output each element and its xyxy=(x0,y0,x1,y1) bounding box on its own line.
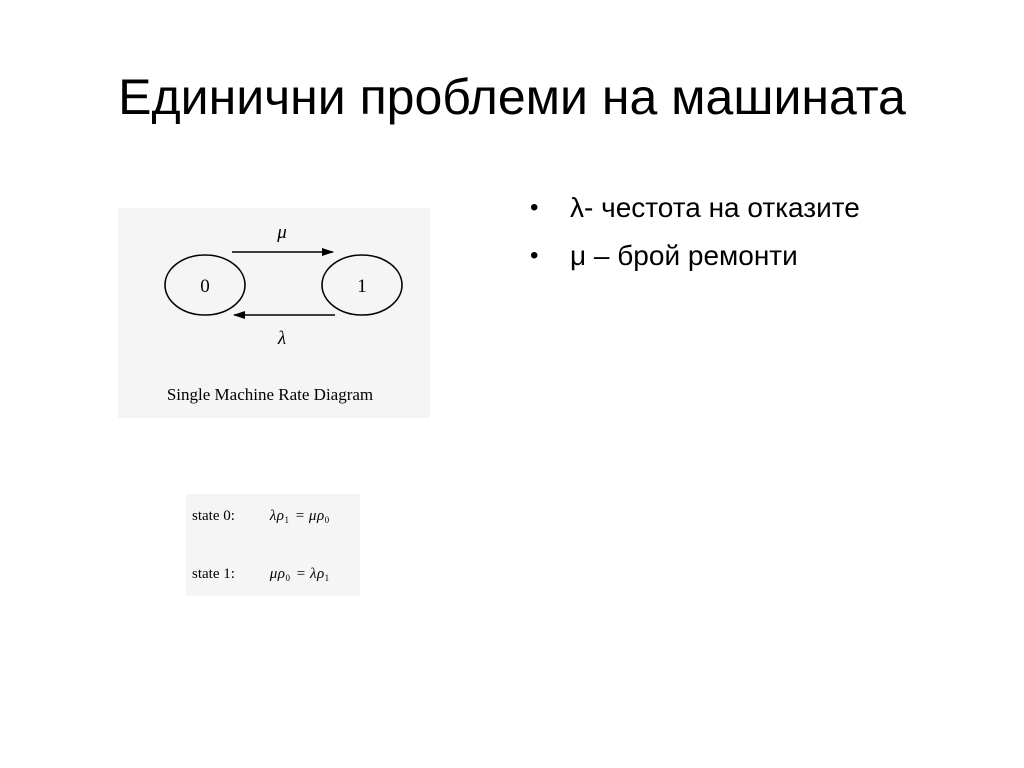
equation-operator: = xyxy=(296,566,306,582)
equation-state-1 xyxy=(192,566,332,583)
transition-arrow-1-to-0 xyxy=(234,315,335,349)
state-node-0 xyxy=(165,255,245,315)
equation-subscript: 0 xyxy=(324,515,330,525)
equation-subscript: 0 xyxy=(285,573,291,583)
bullet-text: μ – брой ремонти xyxy=(570,240,798,271)
transition-arrow-0-to-1 xyxy=(232,222,333,252)
equation-label: state 1: xyxy=(192,566,235,582)
equation-label: state 0: xyxy=(192,508,235,524)
bullet-item-mu xyxy=(530,238,860,286)
state-node-label: 0 xyxy=(200,276,210,297)
bullet-marker: • xyxy=(530,194,539,221)
state-node-1 xyxy=(322,255,402,315)
equation-term: λρ xyxy=(309,566,325,582)
equation-term: μρ xyxy=(269,566,286,582)
rate-diagram xyxy=(118,208,430,418)
equation-math xyxy=(270,508,332,524)
transition-label-mu: μ xyxy=(277,222,287,243)
slide-title: Единични проблеми на машината xyxy=(118,69,906,125)
equation-subscript: 1 xyxy=(284,515,290,525)
bullet-item-lambda xyxy=(530,190,860,238)
equation-subscript: 1 xyxy=(324,573,330,583)
transition-label-lambda: λ xyxy=(277,328,287,349)
equation-state-0 xyxy=(192,508,332,525)
balance-equations-image xyxy=(186,494,360,596)
equation-term: μρ xyxy=(308,508,325,524)
state-node-label: 1 xyxy=(357,276,367,297)
bullet-text: λ- честота на отказите xyxy=(570,192,860,223)
equation-operator: = xyxy=(295,508,305,524)
equation-term: λρ xyxy=(269,508,285,524)
bullet-marker: • xyxy=(530,242,539,269)
equation-math xyxy=(270,566,332,582)
bullet-list xyxy=(530,190,860,286)
diagram-caption: Single Machine Rate Diagram xyxy=(166,385,374,404)
rate-diagram-image xyxy=(118,208,430,418)
